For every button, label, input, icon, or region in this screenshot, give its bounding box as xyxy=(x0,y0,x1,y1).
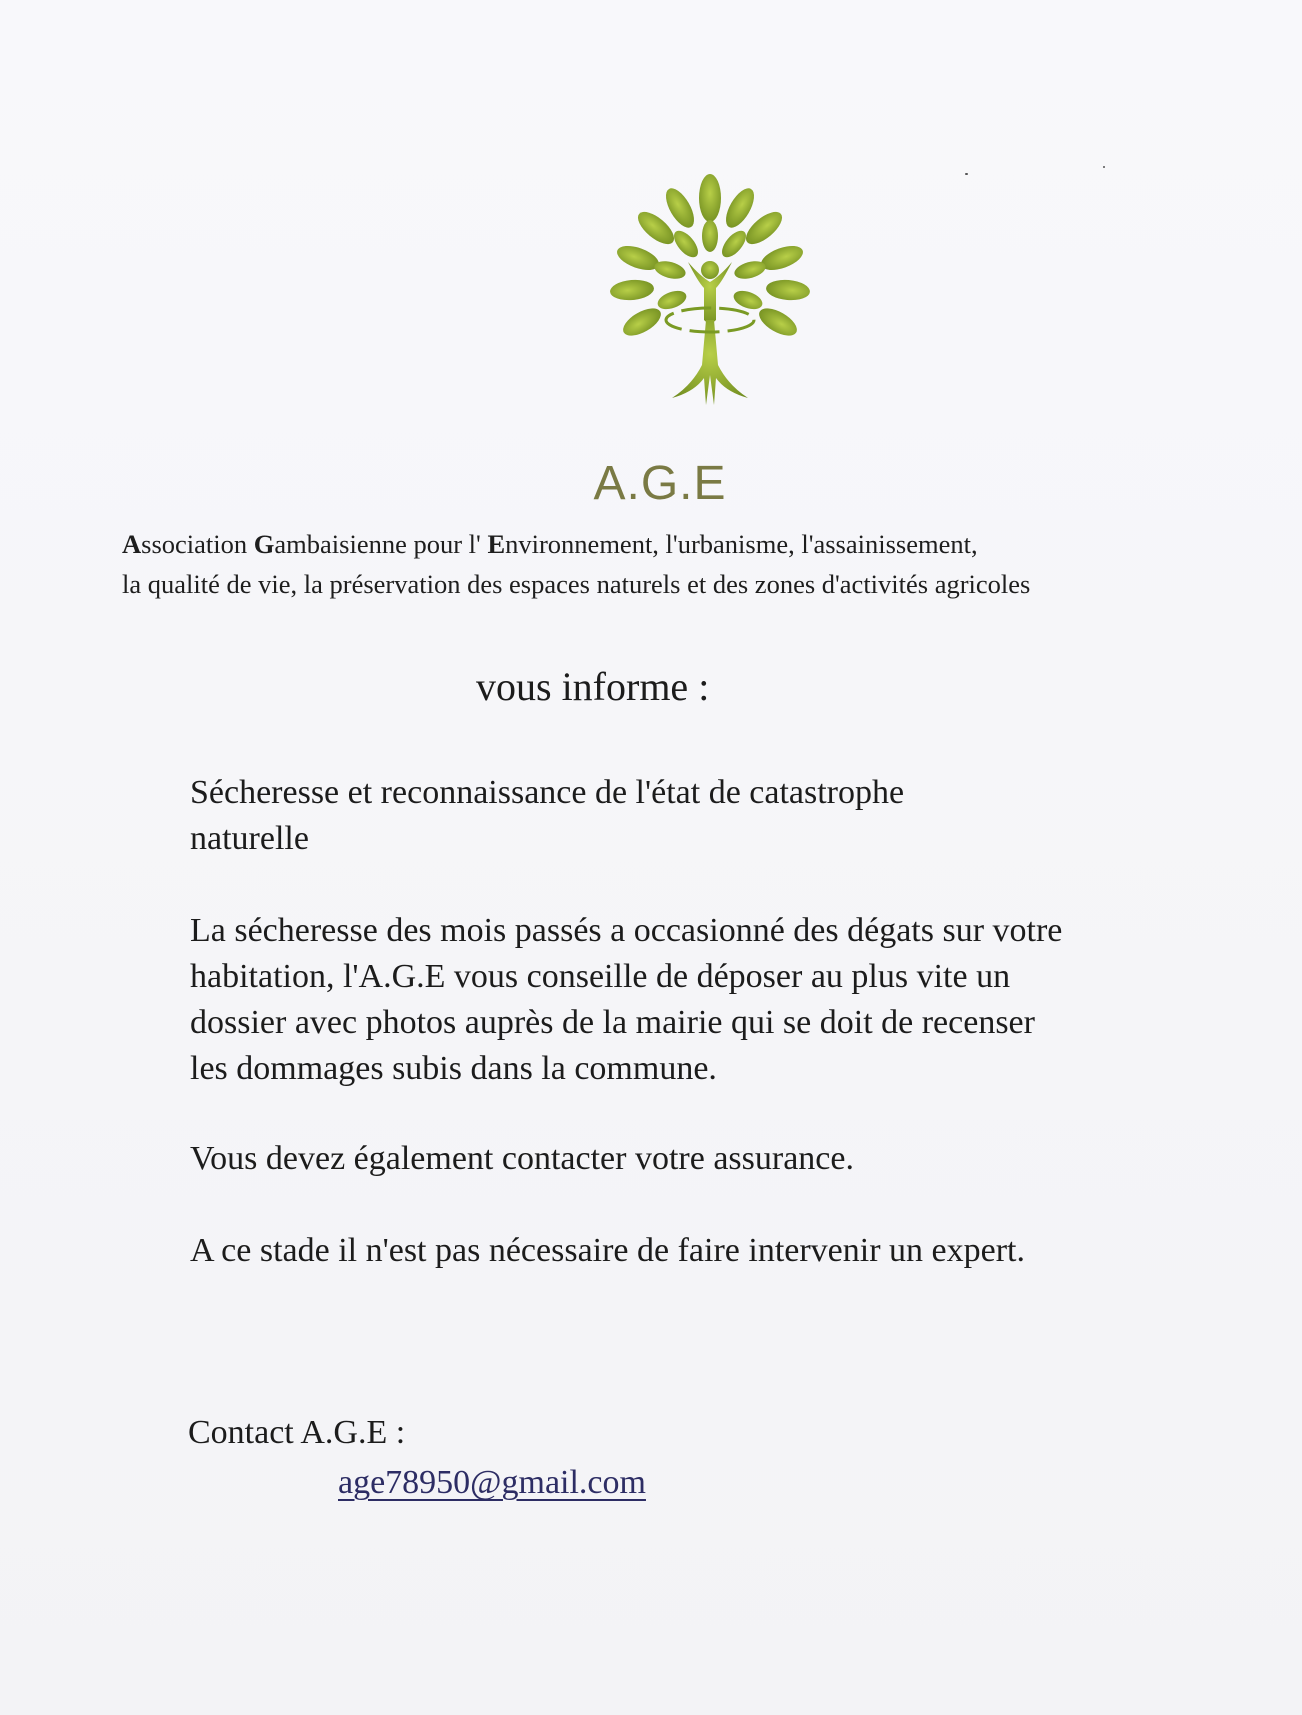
association-text-1: ssociation xyxy=(141,529,254,559)
scan-speck xyxy=(1103,166,1105,168)
association-name-line-2: la qualité de vie, la préservation des espaces naturels et des zones d'activités agricoles xyxy=(122,569,1031,599)
intro-heading: vous informe : xyxy=(476,664,710,709)
association-name-line-1 xyxy=(122,529,978,560)
initial-a: A xyxy=(122,529,142,559)
tree-person-icon xyxy=(580,170,840,430)
logo-title: A.G.E xyxy=(593,457,727,510)
contact-label: Contact A.G.E : xyxy=(188,1414,406,1451)
initial-g: G xyxy=(253,529,275,559)
notice-title: Sécheresse et reconnaissance de l'état de catastrophe naturelle xyxy=(190,774,905,857)
expert-paragraph: A ce stade il n'est pas nécessaire de faire intervenir un expert. xyxy=(190,1232,1025,1269)
association-text-2: ambaisienne pour l' xyxy=(274,529,488,559)
association-text-3: nvironnement, l'urbanisme, l'assainissement, xyxy=(505,529,978,559)
initial-e: E xyxy=(487,529,506,559)
insurance-paragraph: Vous devez également contacter votre assurance. xyxy=(190,1140,854,1177)
notice-paragraph: La sécheresse des mois passés a occasionné des dégats sur votre habitation, l'A.G.E vous conseille de déposer au plus vite un dossier avec photos auprès de la mairie qui se doit de recenser les dommages subis dans la commune. xyxy=(190,912,1063,1087)
scan-speck xyxy=(965,173,968,175)
contact-email-link[interactable]: age78950@gmail.com xyxy=(338,1464,646,1501)
